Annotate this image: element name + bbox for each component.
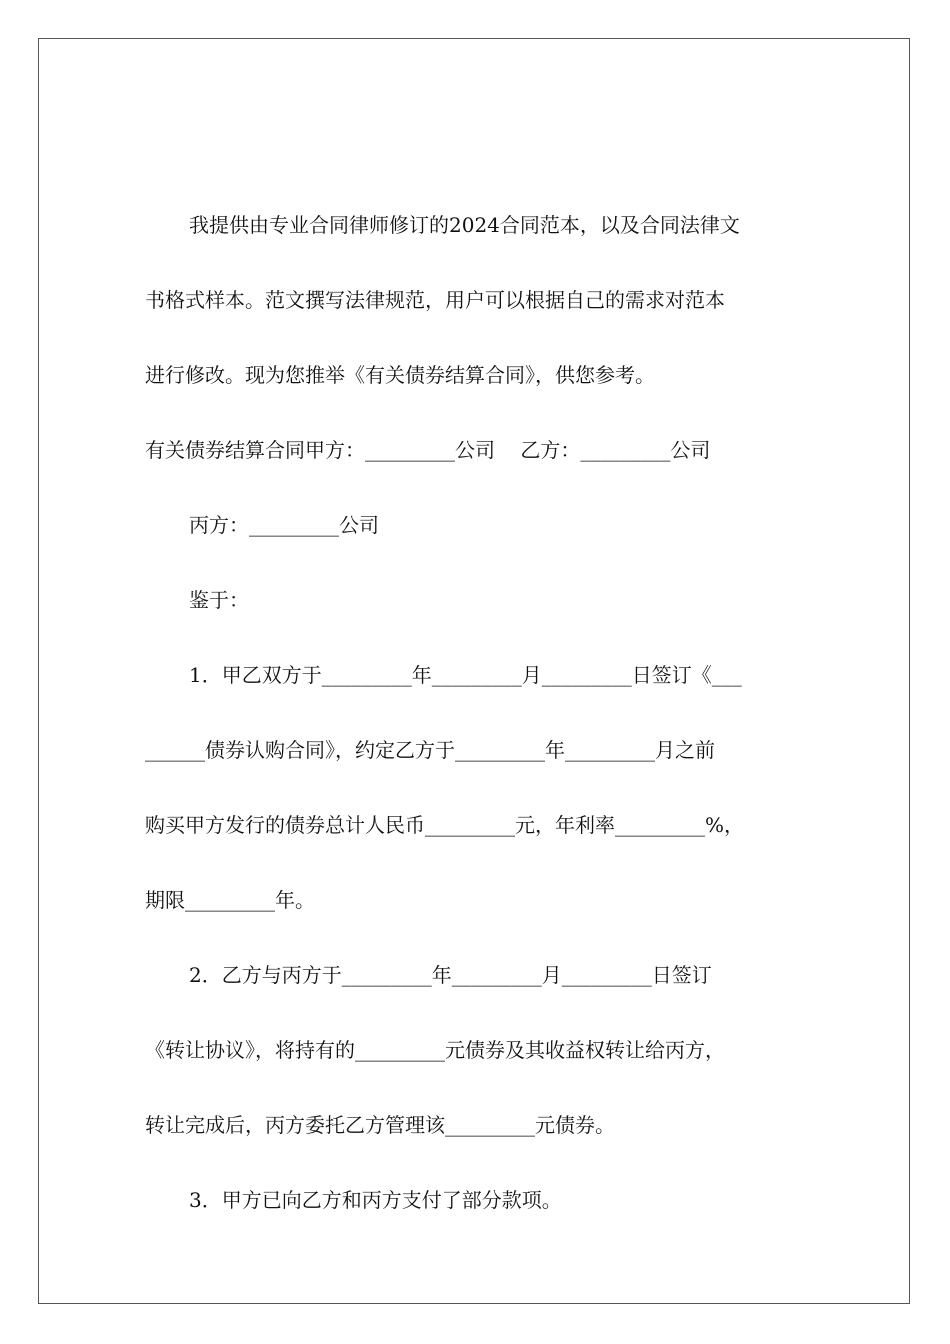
clause-2-line-1: 2．乙方与丙方于_________年_________月_________日签订 [189, 963, 712, 987]
parties-line: 有关债券结算合同甲方：_________公司 乙方：_________公司 [145, 438, 711, 462]
clause-2-line-2: 《转让协议》，将持有的_________元债券及其收益权转让给丙方， [145, 1038, 725, 1062]
clause-1-line-4: 期限_________年。 [145, 888, 315, 912]
party-c-line: 丙方：_________公司 [189, 513, 379, 537]
clause-2-line-3: 转让完成后，丙方委托乙方管理该_________元债券。 [145, 1113, 615, 1137]
whereas-heading: 鉴于： [189, 588, 249, 612]
intro-line-1: 我提供由专业合同律师修订的2024合同范本，以及合同法律文 [189, 213, 740, 237]
clause-3-line-1: 3．甲方已向乙方和丙方支付了部分款项。 [189, 1188, 562, 1212]
intro-line-2: 书格式样本。范文撰写法律规范，用户可以根据自己的需求对范本 [145, 288, 725, 312]
clause-1-line-2: ______债券认购合同》，约定乙方于_________年_________月之前 [145, 738, 715, 762]
intro-line-3: 进行修改。现为您推举《有关债券结算合同》，供您参考。 [145, 363, 655, 387]
clause-1-line-1: 1．甲乙双方于_________年_________月_________日签订《___ [189, 663, 742, 687]
clause-1-line-3: 购买甲方发行的债券总计人民币_________元，年利率_________%， [145, 813, 745, 837]
